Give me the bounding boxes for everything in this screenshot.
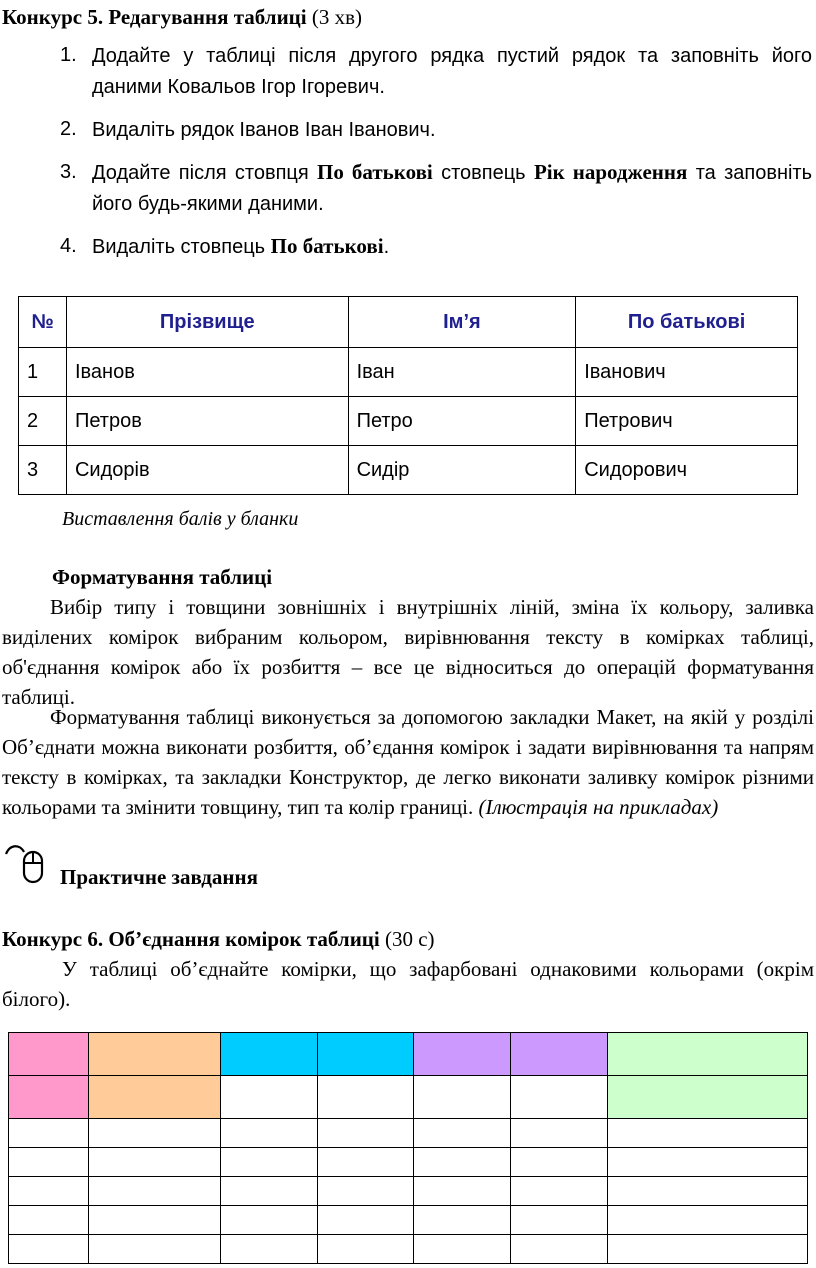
header-number: № bbox=[19, 297, 67, 348]
color-grid-table bbox=[8, 1032, 808, 1264]
grid-cell-cyan bbox=[220, 1033, 317, 1076]
table-cell: Петров bbox=[66, 397, 348, 446]
table-row bbox=[19, 397, 798, 446]
grid-cell-white bbox=[88, 1148, 220, 1177]
contest5-heading bbox=[2, 2, 362, 32]
grid-row bbox=[9, 1148, 808, 1177]
table-cell: Іван bbox=[348, 348, 576, 397]
grid-cell-white bbox=[511, 1076, 608, 1119]
contest5-time: (3 хв) bbox=[311, 5, 363, 29]
contest6-text: У таблиці об’єднайте комірки, що зафарбовані однаковими кольорами (окрім білого). bbox=[2, 957, 814, 1011]
grid-cell-peach bbox=[88, 1033, 220, 1076]
grid-cell-white bbox=[608, 1235, 808, 1264]
grid-row bbox=[9, 1206, 808, 1235]
grid-cell-light-green bbox=[608, 1076, 808, 1119]
table-cell: Іванов bbox=[66, 348, 348, 397]
grid-cell-white bbox=[317, 1148, 414, 1177]
table-row bbox=[19, 446, 798, 495]
grid-cell-white bbox=[608, 1206, 808, 1235]
table-cell: Сидір bbox=[348, 446, 576, 495]
table-header-row bbox=[19, 297, 798, 348]
task-number: 1. bbox=[60, 44, 77, 66]
grid-cell-white bbox=[220, 1206, 317, 1235]
formatting-paragraph-1: Вибір типу і товщини зовнішніх і внутрішніх ліній, зміна їх кольору, заливка виділених комірок вибраним кольором, вирівнювання тексту в комірках таблиці, об'єднання комірок або їх розбиття – все це відноситься до операцій форматування таблиці. bbox=[2, 595, 814, 709]
grid-cell-white bbox=[414, 1177, 511, 1206]
table-row bbox=[19, 348, 798, 397]
grid-cell-white bbox=[9, 1148, 89, 1177]
grid-cell-white bbox=[9, 1177, 89, 1206]
task-list bbox=[0, 40, 812, 274]
grid-cell-white bbox=[414, 1119, 511, 1148]
grid-cell-white bbox=[220, 1119, 317, 1148]
task-item bbox=[0, 157, 812, 219]
task-item bbox=[0, 114, 812, 145]
table-cell: Петро bbox=[348, 397, 576, 446]
task-item bbox=[0, 231, 812, 262]
grid-cell-white bbox=[317, 1206, 414, 1235]
task-text: Додайте після стовпця По батькові стовпець Рік народження та заповніть його будь-якими даними. bbox=[92, 160, 813, 215]
contest6-heading bbox=[2, 924, 435, 954]
task-text: Видаліть стовпець По батькові. bbox=[92, 234, 390, 258]
grid-row bbox=[9, 1033, 808, 1076]
grid-row bbox=[9, 1177, 808, 1206]
table-cell: Петрович bbox=[576, 397, 798, 446]
grid-cell-cyan bbox=[317, 1033, 414, 1076]
task-text: Видаліть рядок Іванов Іван Іванович. bbox=[92, 119, 436, 141]
header-name: Ім’я bbox=[348, 297, 576, 348]
grid-row bbox=[9, 1076, 808, 1119]
grid-cell-white bbox=[317, 1235, 414, 1264]
grid-cell-white bbox=[511, 1235, 608, 1264]
task-number: 3. bbox=[60, 161, 77, 183]
grid-cell-white bbox=[511, 1119, 608, 1148]
grid-cell-white bbox=[88, 1177, 220, 1206]
grid-cell-white bbox=[608, 1119, 808, 1148]
grid-cell-white bbox=[9, 1119, 89, 1148]
contest6-title: Конкурс 6. Об’єднання комірок таблиці bbox=[2, 927, 380, 951]
table-caption: Виставлення балів у бланки bbox=[62, 508, 299, 530]
formatting-title: Форматування таблиці bbox=[52, 565, 273, 589]
grid-cell-white bbox=[511, 1177, 608, 1206]
grid-cell-violet bbox=[414, 1033, 511, 1076]
grid-cell-white bbox=[317, 1177, 414, 1206]
table-cell: 1 bbox=[19, 348, 67, 397]
table-cell: 3 bbox=[19, 446, 67, 495]
grid-cell-white bbox=[511, 1148, 608, 1177]
grid-cell-pink bbox=[9, 1033, 89, 1076]
grid-cell-white bbox=[220, 1235, 317, 1264]
task-text: Додайте у таблиці після другого рядка пустий рядок та заповніть його даними Ковальов Ігор Ігоревич. bbox=[92, 45, 812, 98]
table-cell: Сидорів bbox=[66, 446, 348, 495]
mouse-icon bbox=[4, 840, 46, 896]
grid-cell-white bbox=[88, 1235, 220, 1264]
grid-cell-peach bbox=[88, 1076, 220, 1119]
grid-cell-white bbox=[608, 1177, 808, 1206]
grid-cell-white bbox=[9, 1235, 89, 1264]
grid-cell-white bbox=[220, 1177, 317, 1206]
students-table bbox=[18, 296, 798, 495]
task-item bbox=[0, 40, 812, 102]
table-cell: 2 bbox=[19, 397, 67, 446]
grid-cell-white bbox=[220, 1076, 317, 1119]
grid-row bbox=[9, 1119, 808, 1148]
header-patronymic: По батькові bbox=[576, 297, 798, 348]
table-cell: Сидорович bbox=[576, 446, 798, 495]
header-surname: Прізвище bbox=[66, 297, 348, 348]
grid-cell-pink bbox=[9, 1076, 89, 1119]
grid-cell-white bbox=[317, 1119, 414, 1148]
grid-cell-white bbox=[414, 1148, 511, 1177]
table-cell: Іванович bbox=[576, 348, 798, 397]
grid-cell-white bbox=[9, 1206, 89, 1235]
contest6-time: (30 с) bbox=[384, 927, 435, 951]
contest5-title: Конкурс 5. Редагування таблиці bbox=[2, 5, 307, 29]
grid-cell-light-green bbox=[608, 1033, 808, 1076]
grid-cell-white bbox=[317, 1076, 414, 1119]
formatting-paragraph-2: Форматування таблиці виконується за допомогою закладки Макет, на якій у розділі Об’єднати можна виконати розбиття, об’єдання комірок і задати вирівнювання та напрям тексту в комірках, та закладки Конструктор, де легко виконати заливку комірок різними кольорами та змінити товщину, тип та колір границі. (Ілюстрація на прикладах) bbox=[2, 705, 814, 819]
task-number: 4. bbox=[60, 235, 77, 257]
grid-cell-white bbox=[414, 1076, 511, 1119]
grid-cell-white bbox=[220, 1148, 317, 1177]
grid-cell-violet bbox=[511, 1033, 608, 1076]
practical-title: Практичне завдання bbox=[60, 865, 258, 889]
grid-cell-white bbox=[414, 1235, 511, 1264]
task-number: 2. bbox=[60, 118, 77, 140]
grid-cell-white bbox=[511, 1206, 608, 1235]
grid-cell-white bbox=[88, 1206, 220, 1235]
grid-cell-white bbox=[608, 1148, 808, 1177]
grid-row bbox=[9, 1235, 808, 1264]
grid-cell-white bbox=[414, 1206, 511, 1235]
grid-cell-white bbox=[88, 1119, 220, 1148]
